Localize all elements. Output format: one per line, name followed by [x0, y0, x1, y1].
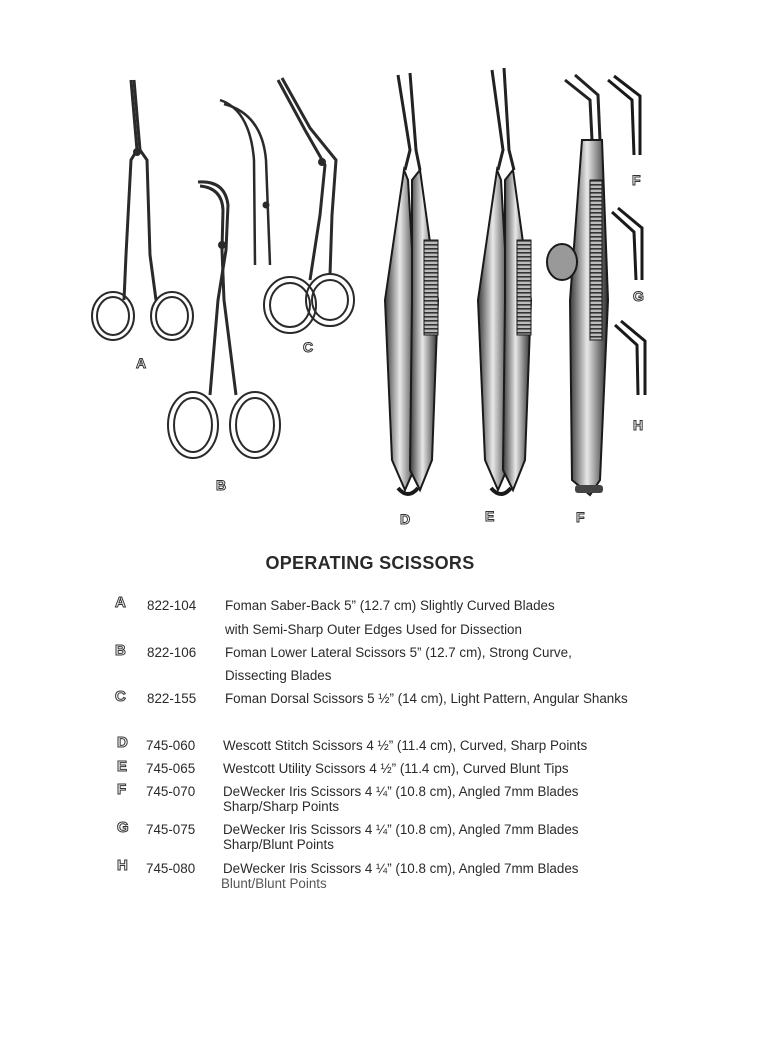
figure-label-f-main: F: [576, 509, 585, 525]
item-description: Wescott Stitch Scissors 4 ½” (11.4 cm), Curved, Sharp Points: [223, 738, 588, 753]
item-letter: D: [117, 734, 128, 751]
item-code: 745-065: [146, 761, 196, 776]
scissors-e-drawing: [478, 68, 531, 494]
figure-label-g-tip: G: [633, 288, 644, 304]
item-description: Foman Lower Lateral Scissors 5” (12.7 cm), Strong Curve,: [225, 645, 572, 660]
item-letter: F: [117, 781, 127, 798]
scissors-d-drawing: [385, 73, 438, 494]
figure-label-d: D: [400, 511, 411, 527]
figure-label-a: A: [136, 355, 147, 371]
item-description-cont: with Semi-Sharp Outer Edges Used for Dissection: [225, 622, 522, 637]
scissors-c-drawing: [264, 78, 354, 333]
figure-label-f-tip: F: [632, 172, 641, 188]
item-description: DeWecker Iris Scissors 4 ¼” (10.8 cm), Angled 7mm Blades: [223, 861, 579, 876]
item-description: DeWecker Iris Scissors 4 ¼” (10.8 cm), Angled 7mm Blades: [223, 784, 579, 799]
figure-label-e: E: [485, 508, 495, 524]
item-description: Foman Saber-Back 5” (12.7 cm) Slightly Curved Blades: [225, 598, 555, 613]
item-code: 745-080: [146, 861, 196, 876]
item-description: Westcott Utility Scissors 4 ½” (11.4 cm), Curved Blunt Tips: [223, 761, 569, 776]
item-description-cont: Sharp/Sharp Points: [223, 799, 340, 814]
item-code: 745-075: [146, 822, 196, 837]
scissors-f-drawing: [547, 75, 608, 495]
blade-tip-g-drawing: [612, 208, 642, 280]
item-code: 822-106: [147, 645, 197, 660]
item-letter: B: [115, 642, 126, 659]
item-description-cont: Blunt/Blunt Points: [221, 876, 327, 891]
item-letter: H: [117, 857, 128, 874]
blade-tip-f-drawing: [608, 76, 640, 155]
catalog-title: OPERATING SCISSORS: [265, 553, 475, 573]
item-letter: E: [117, 758, 128, 775]
item-description: Foman Dorsal Scissors 5 ½” (14 cm), Light Pattern, Angular Shanks: [225, 691, 628, 706]
item-letter: A: [115, 594, 126, 611]
item-code: 822-104: [147, 598, 197, 613]
item-code: 822-155: [147, 691, 197, 706]
item-letter: C: [115, 688, 126, 705]
blade-tip-h-drawing: [615, 321, 645, 395]
item-code: 745-060: [146, 738, 196, 753]
item-description-cont: Dissecting Blades: [225, 668, 332, 683]
item-letter: G: [117, 819, 129, 836]
figure-label-h-tip: H: [633, 417, 644, 433]
scissors-a-drawing: [92, 80, 193, 340]
item-code: 745-070: [146, 784, 196, 799]
figure-label-b: B: [216, 477, 227, 493]
item-description: DeWecker Iris Scissors 4 ¼” (10.8 cm), Angled 7mm Blades: [223, 822, 579, 837]
item-description-cont: Sharp/Blunt Points: [223, 837, 334, 852]
figure-label-c: C: [303, 339, 314, 355]
scissors-b-drawing: [168, 182, 280, 458]
